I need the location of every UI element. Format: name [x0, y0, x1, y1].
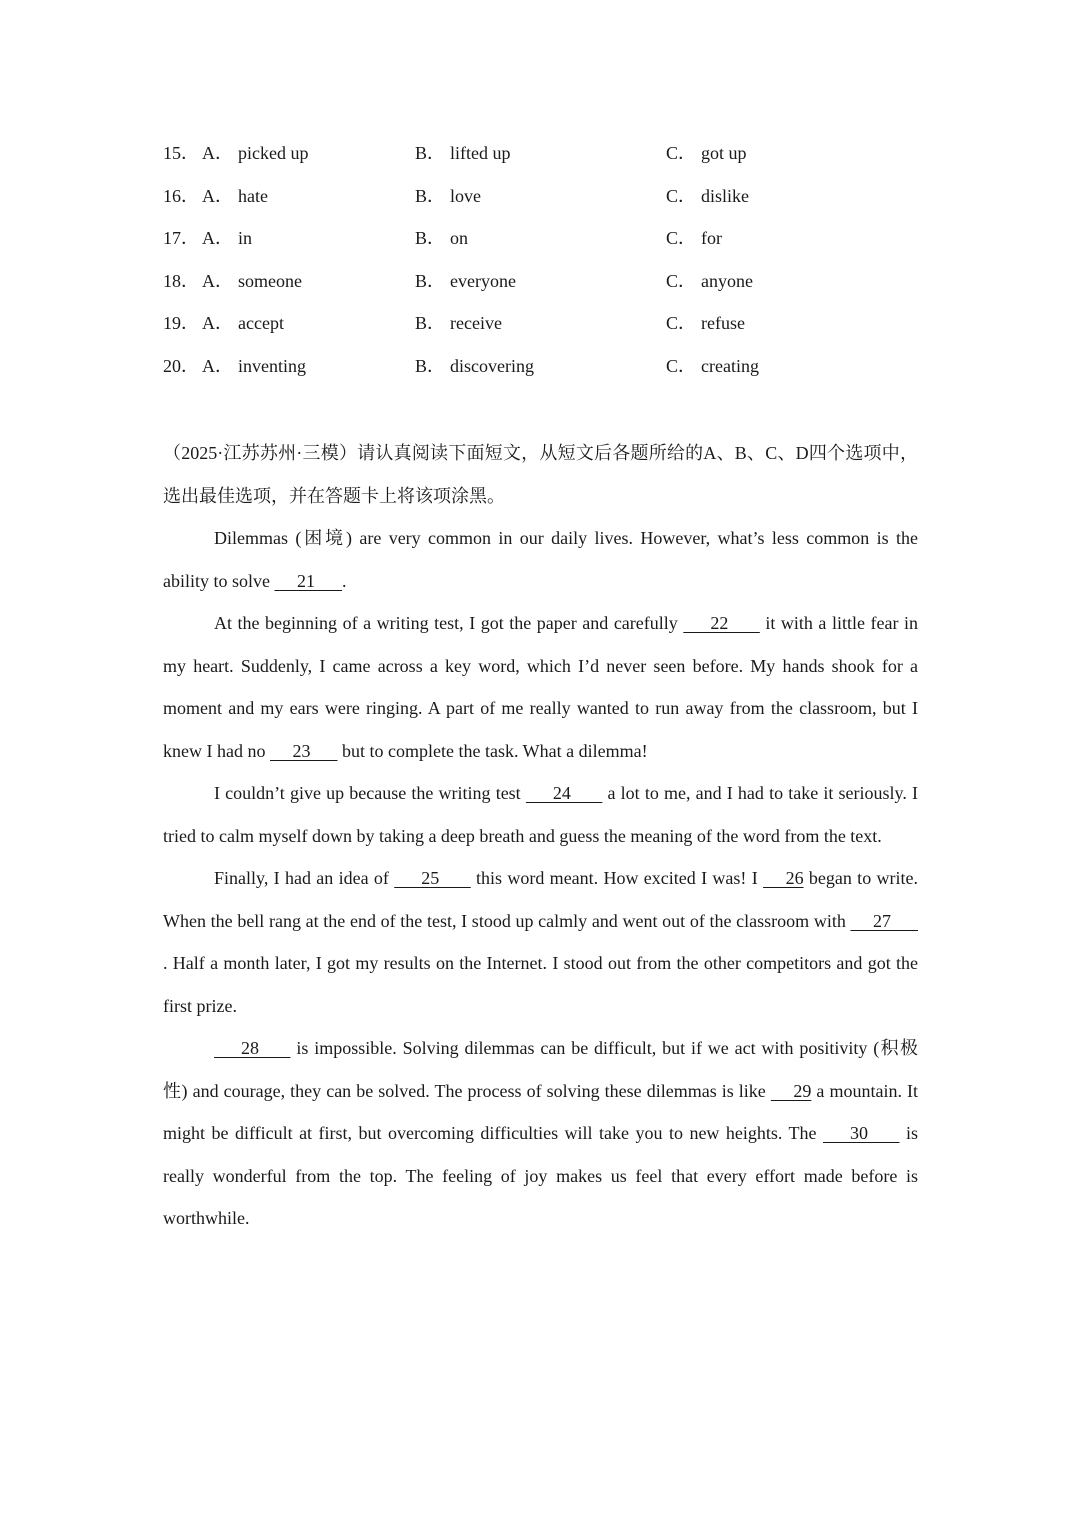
question-row — [163, 267, 923, 310]
passage-text: this word meant. How excited I was! I — [470, 868, 764, 888]
option-label: C． — [666, 270, 697, 291]
option-text: for — [701, 228, 723, 248]
option-a — [163, 352, 415, 395]
option-label: C． — [666, 355, 697, 376]
option-b — [415, 139, 666, 182]
option-text: hate — [238, 185, 268, 206]
option-c — [666, 309, 745, 352]
passage-paragraph — [163, 857, 918, 1027]
option-c — [666, 182, 749, 225]
option-a — [163, 309, 415, 352]
option-text: in — [238, 228, 253, 248]
option-text: got up — [701, 143, 747, 163]
option-text: accept — [238, 313, 284, 333]
option-b — [415, 309, 666, 352]
passage-text: it with a little fear in my heart. Suddenly, I came across a key word, which I’d never seen before. My hands shook for a moment and my ears were ringing. A part of me really wanted to run away from the classroom, but I knew I had no — [163, 613, 918, 761]
blank-21: 21 — [274, 570, 342, 591]
option-a — [163, 224, 415, 267]
option-label: C． — [666, 228, 697, 248]
option-c — [666, 352, 759, 395]
option-text: receive — [450, 313, 502, 333]
option-label: B． — [415, 185, 446, 206]
option-label: A． — [202, 143, 233, 163]
option-label: A． — [202, 228, 233, 248]
option-text: on — [450, 228, 469, 248]
option-text: lifted up — [450, 143, 511, 163]
option-text: someone — [238, 270, 302, 291]
option-label: B． — [415, 143, 446, 163]
option-text: picked up — [238, 143, 309, 163]
option-label: B． — [415, 228, 446, 248]
option-a — [163, 139, 415, 182]
passage-text: a lot to me, and I had to take it seriously. I tried to calm myself down by taking a deep breath and guess the meaning of the word from the text. — [163, 783, 919, 846]
question-number: 16． — [163, 185, 199, 206]
blank-26: 26 — [763, 868, 804, 888]
question-number: 18． — [163, 270, 199, 291]
option-b — [415, 352, 666, 395]
option-label: C． — [666, 313, 697, 333]
option-label: A． — [202, 313, 233, 333]
option-c — [666, 267, 753, 310]
passage-text: Dilemmas (困境) are very common in our daily lives. However, what’s less common is the ability to solve — [163, 528, 918, 591]
question-number: 17． — [163, 228, 199, 248]
question-number: 19． — [163, 313, 199, 333]
option-label: A． — [202, 185, 233, 206]
instructions-text: （2025·江苏苏州·三模）请认真阅读下面短文，从短文后各题所给的A、B、C、D四个选项中，选出最佳选项，并在答题卡上将该项涂黑。 — [163, 443, 918, 506]
option-text: dislike — [701, 185, 750, 206]
option-label: A． — [202, 270, 233, 291]
blank-24: 24 — [525, 783, 603, 803]
option-c — [666, 139, 747, 182]
option-c — [666, 224, 722, 267]
question-row — [163, 139, 923, 182]
passage-text: I couldn’t give up because the writing test — [214, 783, 526, 803]
option-label: B． — [415, 355, 446, 376]
blank-22: 22 — [683, 613, 760, 633]
option-text: discovering — [450, 355, 534, 376]
option-text: anyone — [701, 270, 753, 291]
section-instructions — [163, 432, 918, 517]
option-b — [415, 224, 666, 267]
passage-paragraph — [163, 602, 918, 772]
option-label: B． — [415, 313, 446, 333]
option-a — [163, 267, 415, 310]
reading-passage — [163, 517, 918, 1240]
option-b — [415, 267, 666, 310]
options-list — [163, 139, 923, 394]
passage-paragraph — [163, 1027, 918, 1240]
passage-text: began to write. When the bell rang at the end of the test, I stood up calmly and went out of the classroom with — [163, 868, 918, 931]
blank-28: 28 — [214, 1038, 291, 1058]
option-text: inventing — [238, 355, 306, 376]
passage-text: . Half a month later, I got my results on the Internet. I stood out from the other competitors and got the first prize. — [163, 953, 918, 1016]
passage-paragraph — [163, 517, 918, 602]
question-row — [163, 352, 923, 395]
passage-paragraph — [163, 772, 918, 857]
question-row — [163, 182, 923, 225]
blank-27: 27 — [850, 910, 918, 931]
question-number: 15． — [163, 143, 199, 163]
passage-text: At the beginning of a writing test, I got the paper and carefully — [214, 613, 684, 633]
option-b — [415, 182, 666, 225]
passage-text: is impossible. Solving dilemmas can be difficult, but if we act with positivity (积极性) and courage, they can be solved. The process of solving these dilemmas is like — [163, 1038, 918, 1101]
option-label: A． — [202, 355, 233, 376]
option-label: B． — [415, 270, 446, 291]
blank-30: 30 — [823, 1123, 900, 1143]
option-text: refuse — [701, 313, 745, 333]
question-row — [163, 309, 923, 352]
question-row — [163, 224, 923, 267]
option-a — [163, 182, 415, 225]
passage-text: . — [342, 570, 347, 591]
passage-text: but to complete the task. What a dilemma! — [337, 740, 648, 761]
blank-23: 23 — [269, 740, 338, 761]
option-label: C． — [666, 143, 697, 163]
option-text: creating — [701, 355, 759, 376]
passage-text: a mountain. It might be difficult at first, but overcoming difficulties will take you to new heights. The — [163, 1080, 918, 1143]
option-text: everyone — [450, 270, 516, 291]
option-label: C． — [666, 185, 697, 206]
question-number: 20． — [163, 355, 199, 376]
blank-25: 25 — [394, 868, 471, 888]
option-text: love — [450, 185, 482, 206]
blank-29: 29 — [770, 1080, 812, 1101]
passage-text: Finally, I had an idea of — [214, 868, 395, 888]
passage-text: is really wonderful from the top. The feeling of joy makes us feel that every effort made before is worthwhile. — [163, 1123, 918, 1228]
